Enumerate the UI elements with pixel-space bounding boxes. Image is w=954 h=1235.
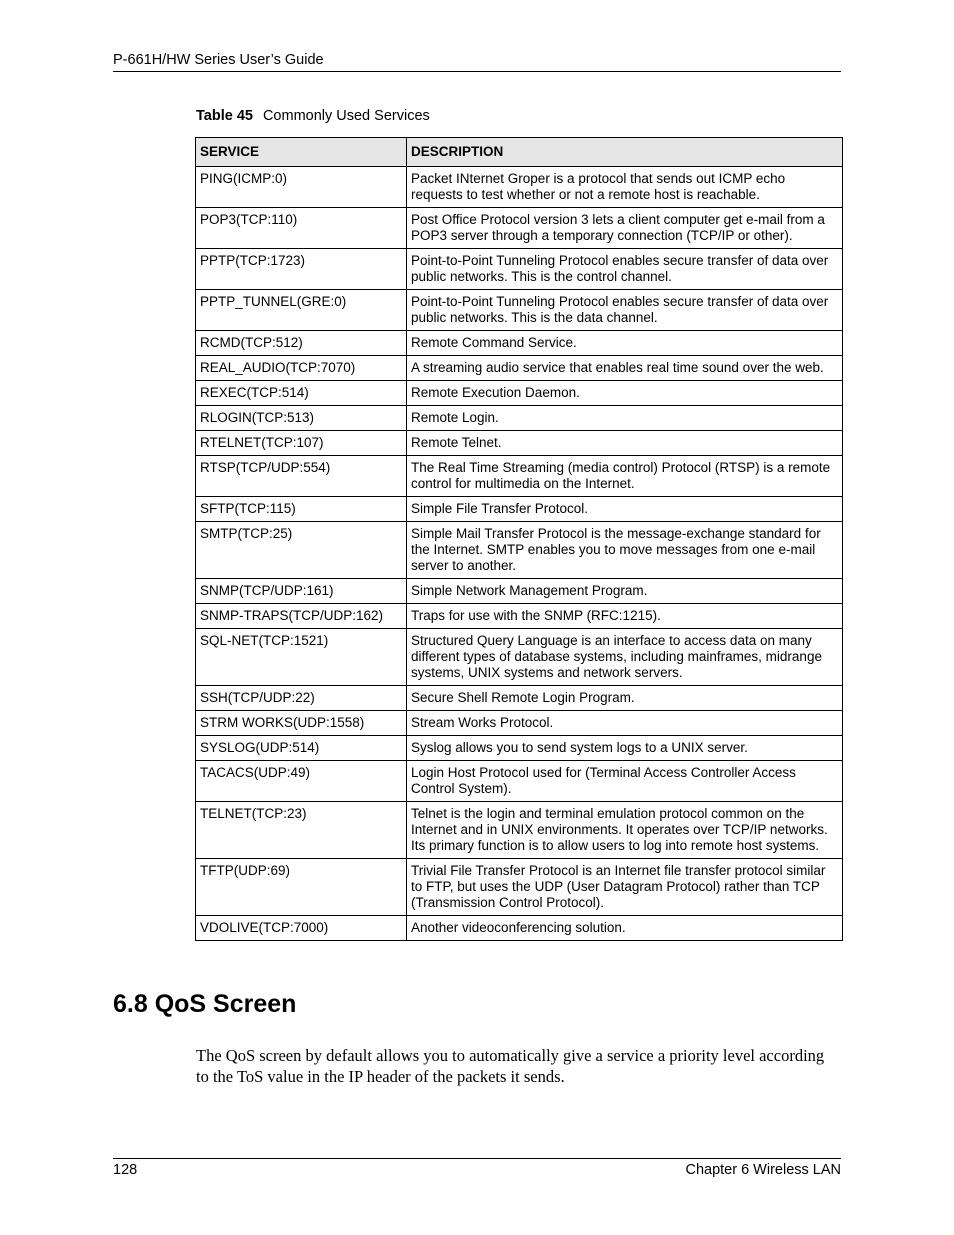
description-cell: Structured Query Language is an interface to access data on many different types of database systems, including mainframes, midrange systems, UNIX systems and network servers. [407, 629, 843, 686]
service-cell: SQL-NET(TCP:1521) [196, 629, 407, 686]
table-row [196, 208, 843, 249]
description-cell: Post Office Protocol version 3 lets a client computer get e-mail from a POP3 server through a temporary connection (TCP/IP or other). [407, 208, 843, 249]
service-cell: SNMP-TRAPS(TCP/UDP:162) [196, 604, 407, 629]
description-cell: Stream Works Protocol. [407, 711, 843, 736]
table-body [196, 167, 843, 941]
service-cell: TELNET(TCP:23) [196, 802, 407, 859]
service-cell: PPTP(TCP:1723) [196, 249, 407, 290]
service-cell: TACACS(UDP:49) [196, 761, 407, 802]
table-header-row [196, 138, 843, 167]
description-cell: Syslog allows you to send system logs to a UNIX server. [407, 736, 843, 761]
service-cell: REAL_AUDIO(TCP:7070) [196, 356, 407, 381]
table-row [196, 290, 843, 331]
table-row [196, 497, 843, 522]
table-row [196, 736, 843, 761]
service-cell: SNMP(TCP/UDP:161) [196, 579, 407, 604]
description-cell: Telnet is the login and terminal emulation protocol common on the Internet and in UNIX environments. It operates over TCP/IP networks. Its primary function is to allow users to log into remote host systems. [407, 802, 843, 859]
services-table [195, 137, 843, 941]
table-row [196, 406, 843, 431]
service-cell: PPTP_TUNNEL(GRE:0) [196, 290, 407, 331]
header-divider [113, 71, 841, 72]
description-cell: Another videoconferencing solution. [407, 916, 843, 941]
table-caption [196, 108, 430, 124]
service-cell: RLOGIN(TCP:513) [196, 406, 407, 431]
chapter-label: Chapter 6 Wireless LAN [685, 1162, 841, 1178]
service-cell: RTSP(TCP/UDP:554) [196, 456, 407, 497]
table-row [196, 711, 843, 736]
table-row [196, 381, 843, 406]
table-row [196, 249, 843, 290]
service-cell: RTELNET(TCP:107) [196, 431, 407, 456]
description-cell: Secure Shell Remote Login Program. [407, 686, 843, 711]
section-heading: 6.8 QoS Screen [113, 990, 297, 1018]
service-cell: REXEC(TCP:514) [196, 381, 407, 406]
section-paragraph: The QoS screen by default allows you to automatically give a service a priority level according to the ToS value in the IP header of the packets it sends. [196, 1046, 825, 1086]
table-row [196, 802, 843, 859]
service-cell: VDOLIVE(TCP:7000) [196, 916, 407, 941]
service-cell: STRM WORKS(UDP:1558) [196, 711, 407, 736]
table-row [196, 167, 843, 208]
table-row [196, 522, 843, 579]
description-cell: Simple File Transfer Protocol. [407, 497, 843, 522]
table-row [196, 859, 843, 916]
description-cell: A streaming audio service that enables real time sound over the web. [407, 356, 843, 381]
description-cell: Traps for use with the SNMP (RFC:1215). [407, 604, 843, 629]
column-header-service: SERVICE [196, 138, 407, 167]
column-header-description: DESCRIPTION [407, 138, 843, 167]
table-row [196, 431, 843, 456]
table-row [196, 579, 843, 604]
service-cell: SFTP(TCP:115) [196, 497, 407, 522]
service-cell: TFTP(UDP:69) [196, 859, 407, 916]
service-cell: SMTP(TCP:25) [196, 522, 407, 579]
table-row [196, 331, 843, 356]
table-row [196, 456, 843, 497]
table-row [196, 761, 843, 802]
table-row [196, 356, 843, 381]
description-cell: Simple Network Management Program. [407, 579, 843, 604]
service-cell: POP3(TCP:110) [196, 208, 407, 249]
service-cell: SYSLOG(UDP:514) [196, 736, 407, 761]
description-cell: The Real Time Streaming (media control) Protocol (RTSP) is a remote control for multimedia on the Internet. [407, 456, 843, 497]
table-row [196, 604, 843, 629]
description-cell: Simple Mail Transfer Protocol is the message-exchange standard for the Internet. SMTP enables you to move messages from one e-mail server to another. [407, 522, 843, 579]
table-row [196, 629, 843, 686]
table-row [196, 686, 843, 711]
service-cell: PING(ICMP:0) [196, 167, 407, 208]
table-caption-label: Table 45 [196, 108, 253, 124]
description-cell: Remote Telnet. [407, 431, 843, 456]
footer-divider [113, 1158, 841, 1159]
description-cell: Point-to-Point Tunneling Protocol enables secure transfer of data over public networks. This is the data channel. [407, 290, 843, 331]
description-cell: Packet INternet Groper is a protocol that sends out ICMP echo requests to test whether or not a remote host is reachable. [407, 167, 843, 208]
service-cell: SSH(TCP/UDP:22) [196, 686, 407, 711]
description-cell: Remote Command Service. [407, 331, 843, 356]
running-header: P-661H/HW Series User’s Guide [113, 52, 324, 68]
table-caption-text: Commonly Used Services [262, 108, 430, 124]
description-cell: Remote Login. [407, 406, 843, 431]
description-cell: Login Host Protocol used for (Terminal Access Controller Access Control System). [407, 761, 843, 802]
description-cell: Trivial File Transfer Protocol is an Internet file transfer protocol similar to FTP, but uses the UDP (User Datagram Protocol) rather than TCP (Transmission Control Protocol). [407, 859, 843, 916]
table-row [196, 916, 843, 941]
description-cell: Remote Execution Daemon. [407, 381, 843, 406]
description-cell: Point-to-Point Tunneling Protocol enables secure transfer of data over public networks. This is the control channel. [407, 249, 843, 290]
page-number: 128 [113, 1162, 138, 1178]
service-cell: RCMD(TCP:512) [196, 331, 407, 356]
